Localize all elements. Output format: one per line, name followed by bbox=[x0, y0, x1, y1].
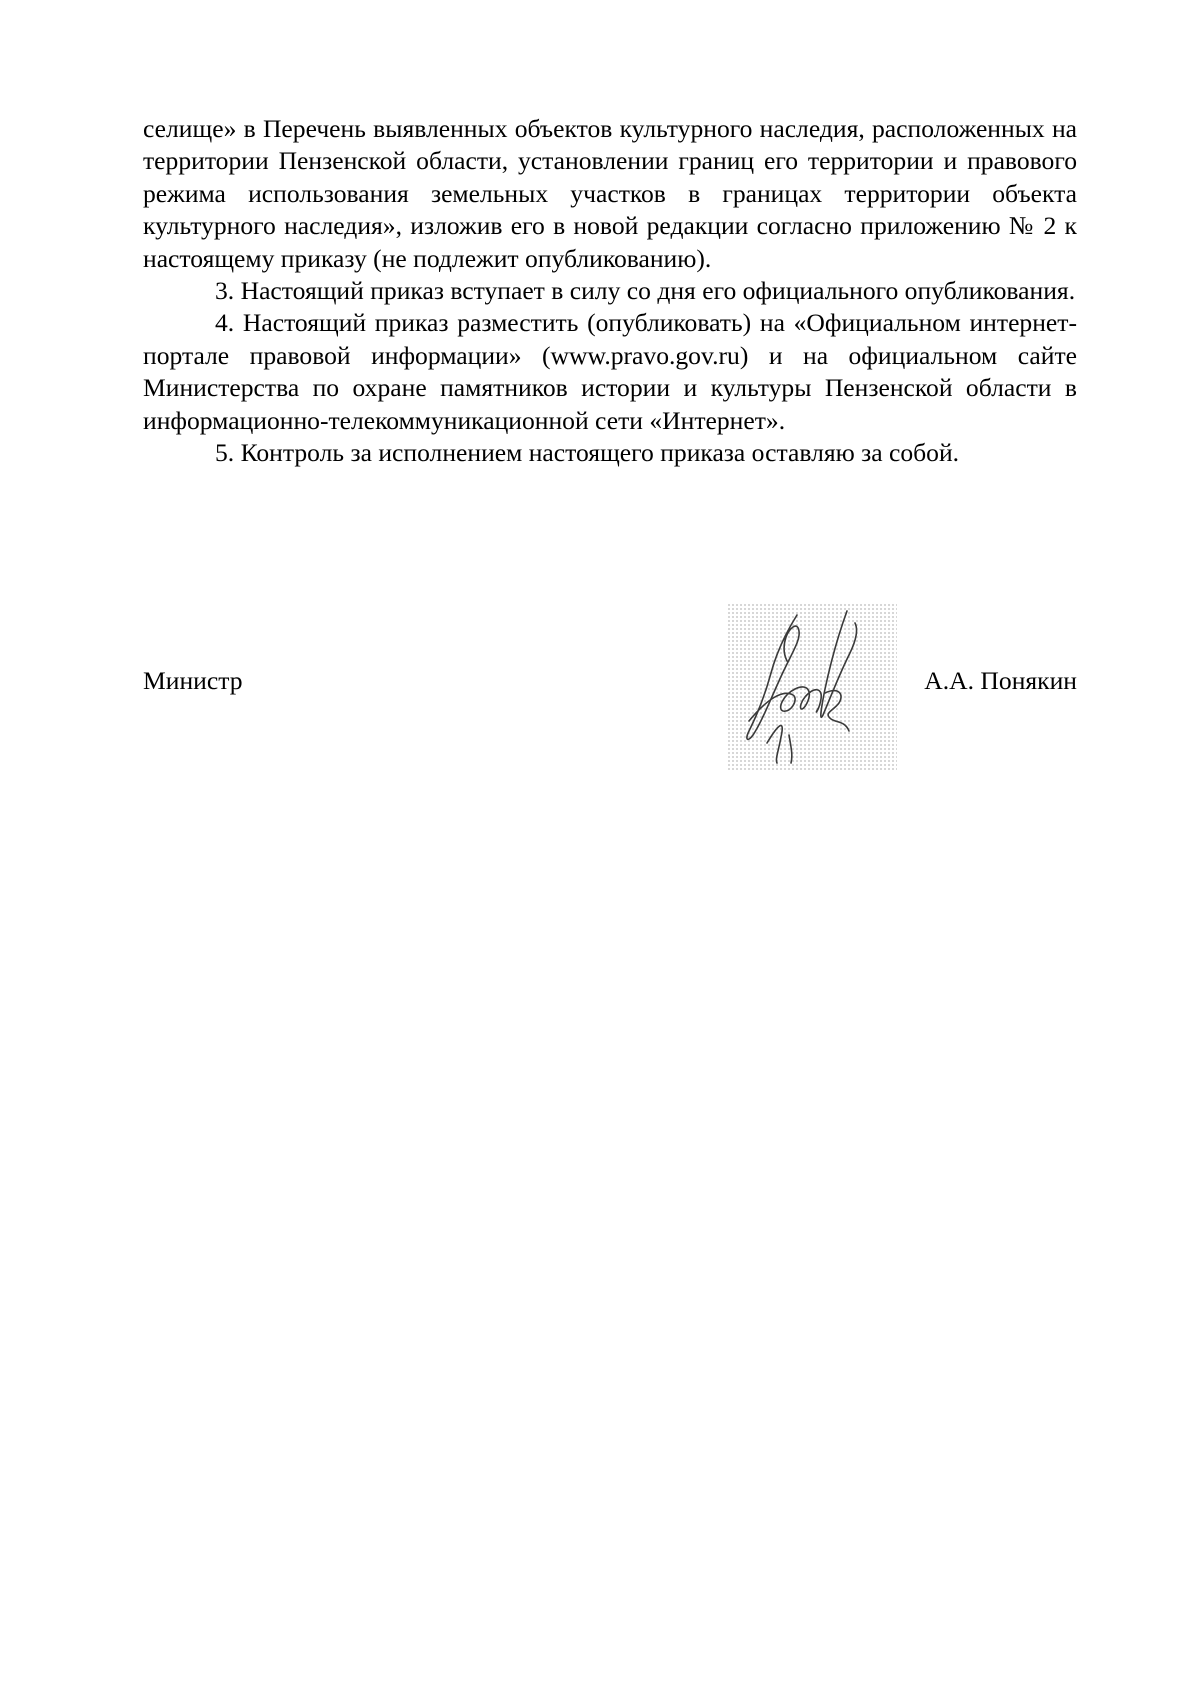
signatory-role: Министр bbox=[143, 666, 243, 695]
paragraph-item-5: 5. Контроль за исполнением настоящего приказа оставляю за собой. bbox=[215, 438, 960, 468]
paragraph-item-4: 4. Настоящий приказ разместить (опубликовать) на «Официальном интернет-портале правовой информации» (www.pravo.gov.ru) и на официальном сайте Министерства по охране памятников истории и культуры Пензенской области в информационно-телекоммуникационной сети «Интернет». bbox=[143, 308, 1077, 435]
signature-row bbox=[143, 665, 1077, 705]
signatory-name: А.А. Понякин bbox=[924, 666, 1077, 695]
paragraph-item-3: 3. Настоящий приказ вступает в силу со дня его официального опубликования. bbox=[215, 276, 1076, 306]
paragraph-continuation: селище» в Перечень выявленных объектов культурного наследия, расположенных на территории Пензенской области, установлении границ его территории и правового режима использования земельных участков в границах территории объекта культурного наследия», изложив его в новой редакции согласно приложению № 2 к настоящему приказу (не подлежит опубликованию). bbox=[143, 114, 1077, 273]
document-body bbox=[143, 113, 1077, 469]
